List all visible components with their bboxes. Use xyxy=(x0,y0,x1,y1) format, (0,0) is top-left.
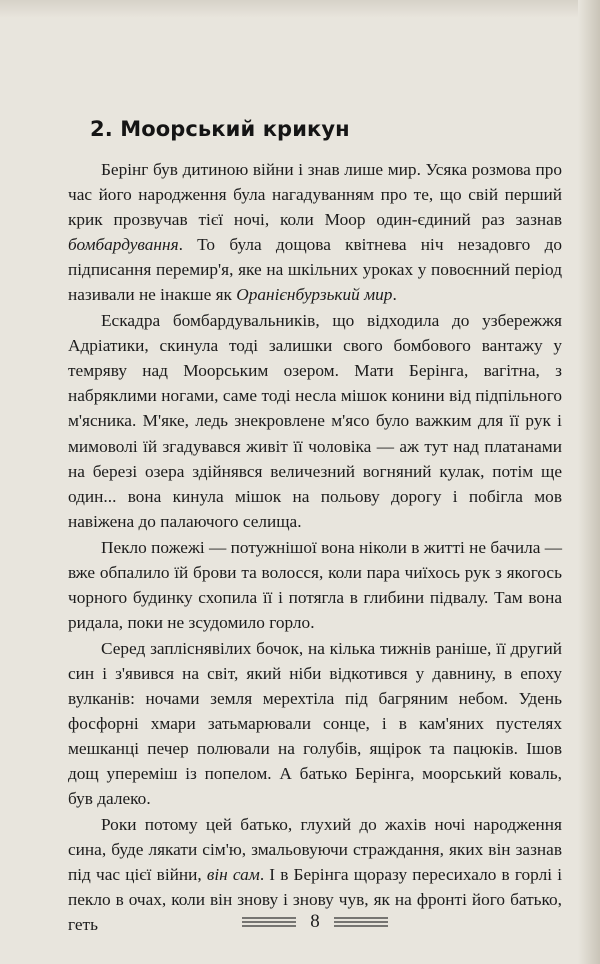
paragraph xyxy=(68,535,562,635)
italic-phrase: Оранієнбурзький мир xyxy=(236,285,393,305)
chapter-title: 2. Моорський крикун xyxy=(90,117,350,141)
paragraph xyxy=(68,308,562,533)
body-text xyxy=(68,157,562,937)
page-edge-shadow xyxy=(578,0,600,964)
paragraph xyxy=(68,157,562,307)
text-run: Берінг був дитиною війни і знав лише мир. Усяка розмова про час його народження була нагадуванням про те, що свій перший крик прозвучав тієї ночі, коли Моор один-єдиний раз зазнав xyxy=(68,160,562,230)
page-footer xyxy=(240,908,390,938)
paragraph xyxy=(68,636,562,811)
text-run: Ескадра бомбардувальників, що відходила до узбережжя Адріатики, скинула тоді залишки свого бомбового вантажу у темряву над Моорським озером. Мати Берінга, вагітна, з набряклими ногами, саме тоді несла мішок конини від підпільного м'ясника. М'яке, ледь знекровлене м'ясо було важким для її рук і мимоволі їй згадувався живіт її чоловіка — аж тут над платанами на березі озера здійнявся величезний вогняний кулак, потім ще один... вона кинула мішок на польову дорогу і побігла мов навіжена до палаючого селища. xyxy=(68,311,562,531)
text-run: . І в Берінга щоразу пересихало в горлі і пекло в очах, коли він знову і знову чув, як на фронті його батько, геть xyxy=(68,865,562,935)
italic-phrase: бомбардування xyxy=(68,235,179,255)
text-run: Серед запліснявілих бочок, на кілька тижнів раніше, її другий син і з'явився на світ, який ніби відкотився у давнину, в епоху вулканів: ночами земля мерехтіла під багряним небом. Удень фосфорні хмари затьмарювали сонце, і в кам'яних пустелях мешканці печер полювали на голубів, ящірок та пацюків. Ішов дощ упереміш із попелом. А батько Берінга, моорський коваль, був далеко. xyxy=(68,638,562,809)
text-run: . То була дощова квітнева ніч незадовго до підписання перемир'я, яке на шкільних уроках у повоєнний період називали не інакше як xyxy=(68,235,562,305)
footer-ornament-right-icon xyxy=(332,915,390,929)
page-top-shadow xyxy=(0,0,600,18)
footer-ornament-left-icon xyxy=(240,915,298,929)
text-run: Пекло пожежі — потужнішої вона ніколи в житті не бачила — вже обпалило їй брови та волосся, коли пара чиїхось рук з якогось чорного будинку схопила її і потягла в глибини підвалу. Там вона ридала, поки не зсудомило горло. xyxy=(68,537,562,632)
page-number: 8 xyxy=(310,911,320,932)
italic-phrase: він сам xyxy=(206,865,260,885)
text-run: Роки потому цей батько, глухий до жахів ночі народження сина, буде лякати сім'ю, змальовуючи страждання, яких він зазнав під час цієї війни, xyxy=(68,815,562,885)
text-run: . xyxy=(392,285,397,305)
